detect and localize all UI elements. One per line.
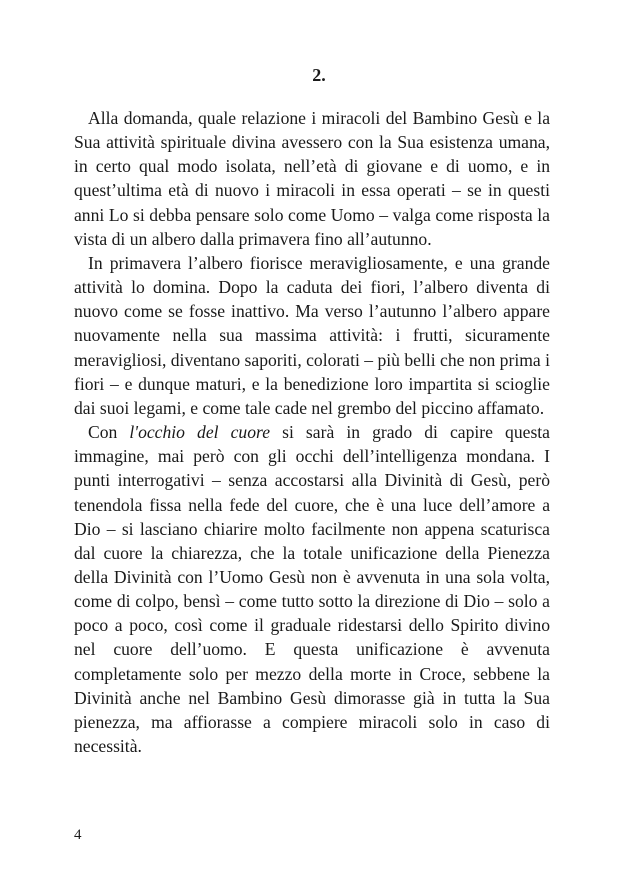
paragraph-3-emphasis: l'occhio del cuore (129, 422, 271, 443)
paragraph-2: In primavera l’albero fiorisce meravigliosamente, e una grande attività lo domina. Dopo la caduta dei fiori, l’albero diventa di nuovo come se fosse inattivo. Ma verso l’autunno l’albero appare nuovamente nella sua massima attività: i frutti, sicuramente meravigliosi, diventano saporiti, colorati – più belli che non prima i fiori – e dunque maturi, e la benedizione loro impartita si scioglie dai suoi legami, e come tale cade nel grembo del piccino affamato. (74, 252, 550, 418)
page-number: 4 (74, 827, 82, 843)
body-text (74, 106, 550, 758)
chapter-number: 2. (312, 65, 326, 85)
paragraph-1: Alla domanda, quale relazione i miracoli del Bambino Gesù e la Sua attività spirituale divina avessero con la Sua esistenza umana, in certo qual modo isolata, nell’età di giovane e di uomo, e in quest’ultima età di nuovo i miracoli in essa operati – se in questi anni Lo si debba pensare solo come Uomo – valga come risposta la vista di un albero dalla primavera fino all’autunno. (74, 108, 550, 249)
paragraph-3-rest: si sarà in grado di capire questa immagine, mai però con gli occhi dell’intelligenza mondana. I punti interrogativi – senza accostarsi alla Divinità di Gesù, però tenendola fissa nella fede del cuore, che è una luce dell’amore a Dio – si lasciano chiarire molto facilmente non appena scaturisca dal cuore la chiarezza, che la totale unificazione della Pienezza della Divinità con l’Uomo Gesù non è avvenuta in una sola volta, come di colpo, bensì – come tutto sotto la direzione di Dio – solo a poco a poco, così come il graduale ridestarsi dello Spirito divino nel cuore dell’uomo. E questa unificazione è avvenuta completamente solo per mezzo della morte in Croce, sebbene la Divinità anche nel Bambino Gesù dimorasse già in tutta la Sua pienezza, ma affiorasse a compiere miracoli solo in caso di necessità. (74, 422, 550, 757)
paragraph-3-prefix: Con (88, 422, 130, 443)
paragraph-3 (74, 420, 550, 758)
